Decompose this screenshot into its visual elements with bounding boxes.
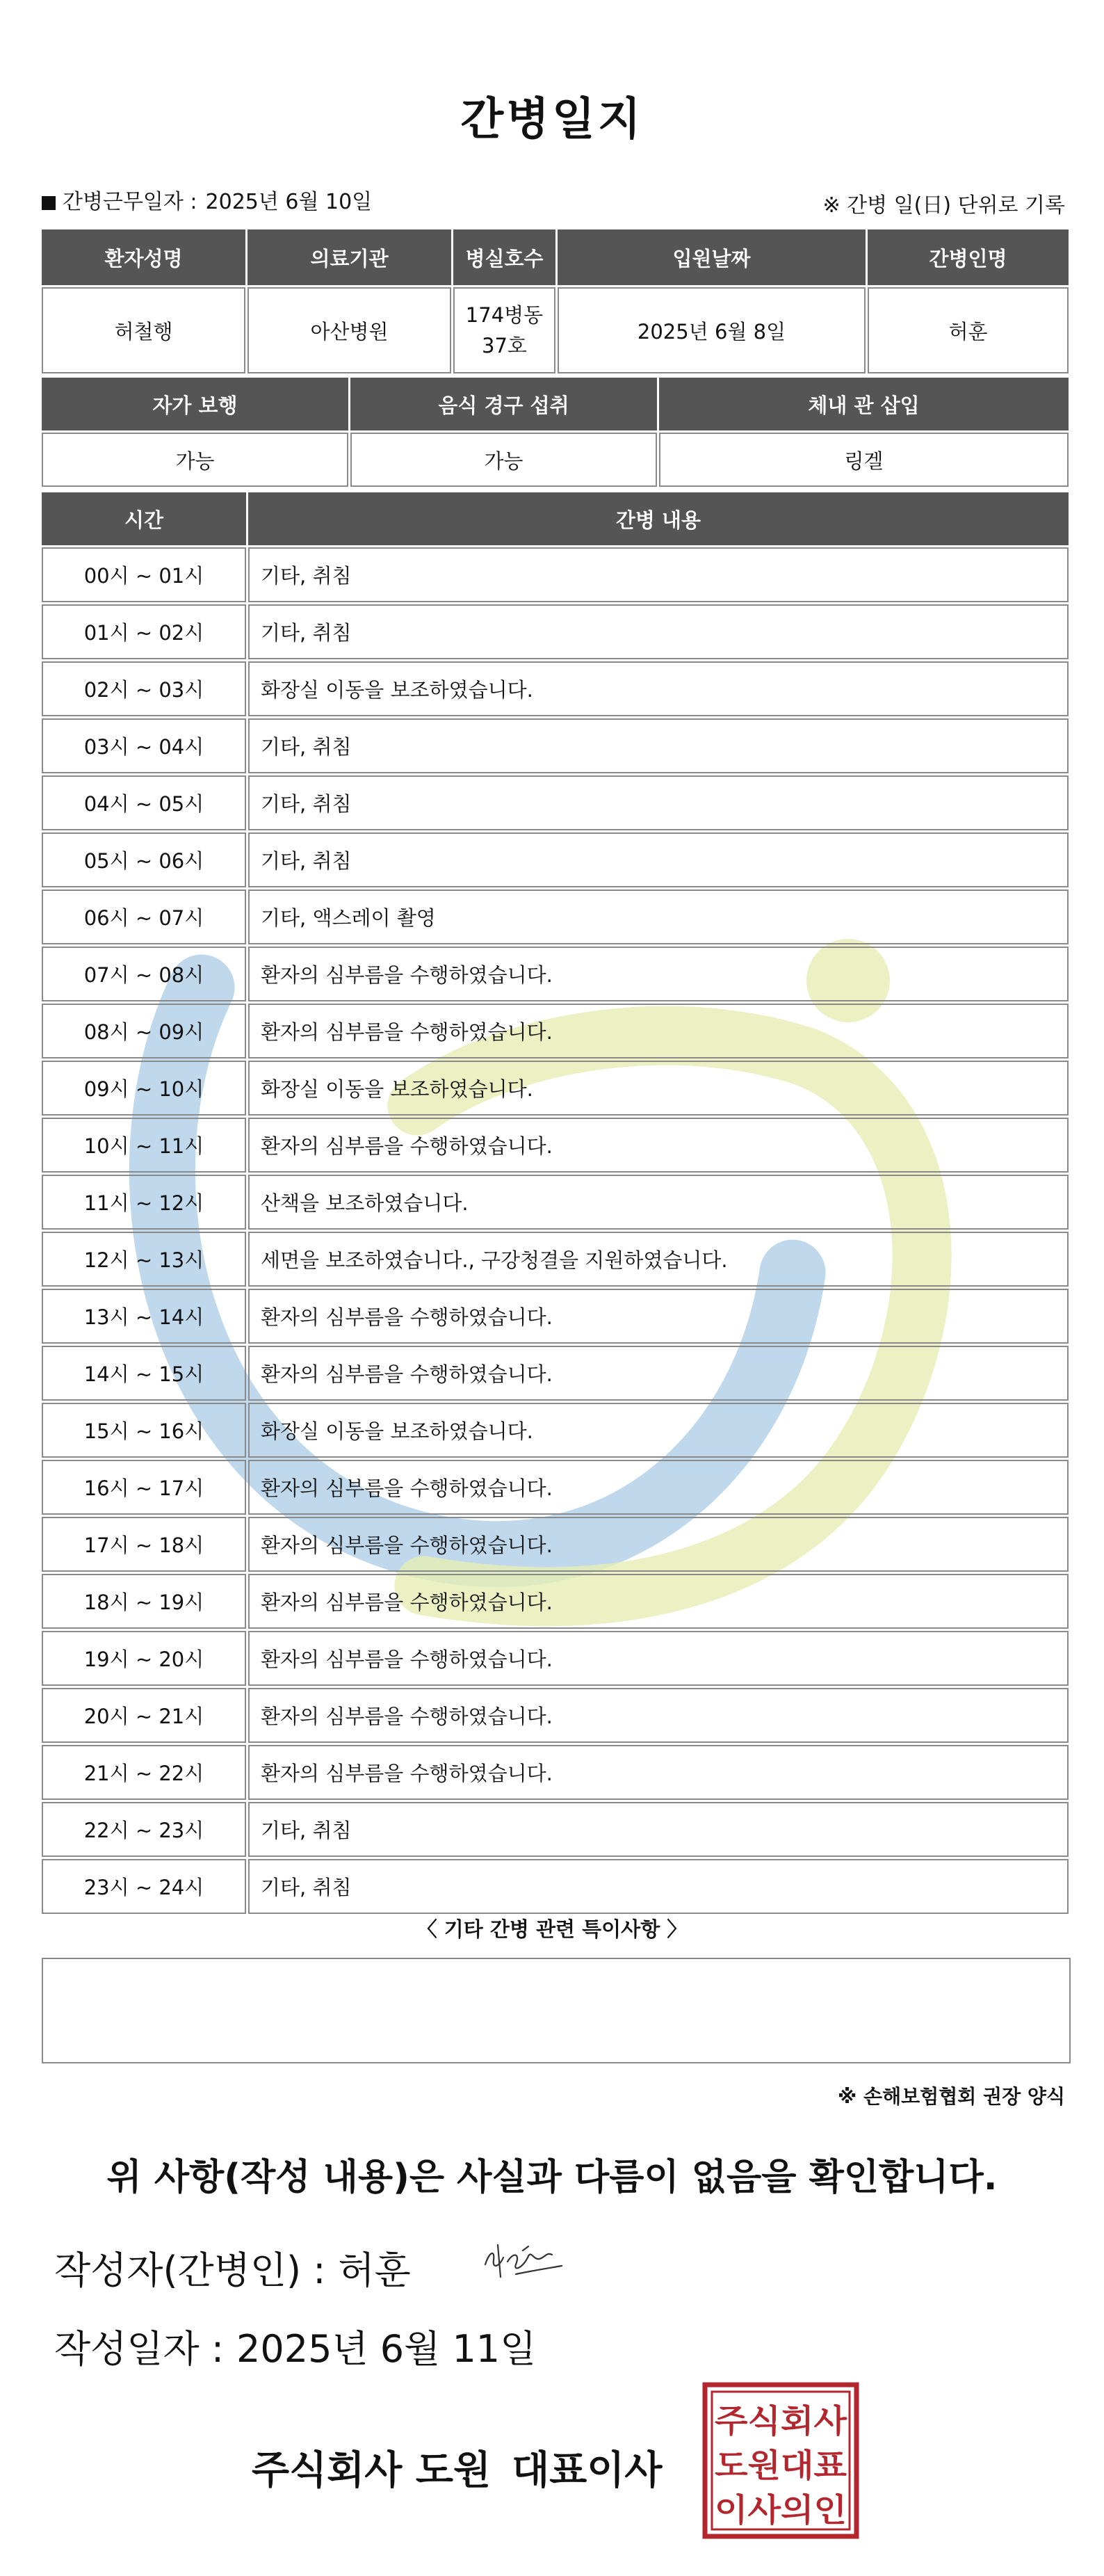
care-content: 기타, 취침 <box>248 1859 1069 1914</box>
care-content: 기타, 취침 <box>248 1802 1069 1857</box>
care-content: 기타, 취침 <box>248 775 1069 830</box>
writer-row <box>54 2241 411 2294</box>
confirmation-statement: 위 사항(작성 내용)은 사실과 다름이 없음을 확인합니다. <box>106 2157 998 2198</box>
table-row <box>42 1175 1069 1230</box>
tube-status: 링겔 <box>659 433 1069 487</box>
work-date-label: 간병근무일자 : <box>63 190 197 214</box>
care-content: 세면을 보조하였습니다., 구강청결을 지원하였습니다. <box>248 1232 1069 1287</box>
header-admission-date: 입원날짜 <box>558 230 866 285</box>
time-slot: 17시 ~ 18시 <box>42 1517 246 1572</box>
special-notes-title: 〈 기타 간병 관련 특이사항 〉 <box>416 1917 688 1941</box>
care-content: 기타, 취침 <box>248 604 1069 659</box>
work-date-value: 2025년 6월 10일 <box>205 190 373 214</box>
care-content: 환자의 심부름을 수행하였습니다. <box>248 1631 1069 1686</box>
time-slot: 11시 ~ 12시 <box>42 1175 246 1230</box>
company-signature-line <box>252 2440 662 2495</box>
table-row <box>42 1688 1069 1743</box>
time-slot: 00시 ~ 01시 <box>42 547 246 602</box>
form-source-note: ※ 손해보험협회 권장 양식 <box>838 2085 1065 2108</box>
table-row <box>42 1346 1069 1401</box>
table-row <box>42 775 1069 830</box>
table-row <box>42 832 1069 887</box>
time-slot: 21시 ~ 22시 <box>42 1745 246 1800</box>
table-row <box>42 1004 1069 1058</box>
care-content: 환자의 심부름을 수행하였습니다. <box>248 1004 1069 1058</box>
ward-room <box>453 287 555 373</box>
header-tube: 체내 관 삽입 <box>659 378 1069 430</box>
care-content: 기타, 취침 <box>248 718 1069 773</box>
header-time: 시간 <box>42 492 246 545</box>
patient-name: 허철행 <box>42 287 245 373</box>
patient-status-table <box>40 376 1071 489</box>
document-title: 간병일지 <box>460 94 644 145</box>
header-hospital: 의료기관 <box>247 230 451 285</box>
time-slot: 12시 ~ 13시 <box>42 1232 246 1287</box>
bullet-square-icon <box>42 196 56 210</box>
svg-text:도원대표: 도원대표 <box>715 2447 847 2484</box>
patient-info-table <box>40 227 1071 376</box>
written-date-row <box>54 2319 536 2373</box>
care-content: 환자의 심부름을 수행하였습니다. <box>248 1745 1069 1800</box>
care-content: 기타, 액스레이 촬영 <box>248 889 1069 944</box>
care-content: 환자의 심부름을 수행하였습니다. <box>248 1460 1069 1515</box>
care-content: 기타, 취침 <box>248 547 1069 602</box>
written-date-label: 작성일자 : <box>54 2327 225 2371</box>
table-row <box>42 718 1069 773</box>
header-walking: 자가 보행 <box>42 378 348 430</box>
care-content: 환자의 심부름을 수행하였습니다. <box>248 947 1069 1001</box>
unit-note: ※ 간병 일(日) 단위로 기록 <box>822 193 1065 218</box>
table-row <box>42 1118 1069 1173</box>
written-date-value: 2025년 6월 11일 <box>236 2327 537 2371</box>
table-row <box>42 1574 1069 1629</box>
table-row <box>42 547 1069 602</box>
header-caregiver: 간병인명 <box>868 230 1069 285</box>
header-ward: 병실호수 <box>453 230 555 285</box>
walking-status: 가능 <box>42 433 348 487</box>
time-slot: 05시 ~ 06시 <box>42 832 246 887</box>
table-row <box>42 1745 1069 1800</box>
svg-text:이사의인: 이사의인 <box>715 2491 847 2529</box>
care-content: 환자의 심부름을 수행하였습니다. <box>248 1289 1069 1344</box>
handwritten-signature <box>480 2237 570 2285</box>
table-row <box>42 1859 1069 1914</box>
header-care-content: 간병 내용 <box>248 492 1069 545</box>
care-content: 환자의 심부름을 수행하였습니다. <box>248 1118 1069 1173</box>
company-seal <box>702 2382 859 2539</box>
table-row <box>42 1460 1069 1515</box>
care-content: 기타, 취침 <box>248 832 1069 887</box>
ward-line: 174병동 <box>465 303 544 327</box>
time-slot: 14시 ~ 15시 <box>42 1346 246 1401</box>
care-log-table <box>40 490 1071 1916</box>
time-slot: 08시 ~ 09시 <box>42 1004 246 1058</box>
table-row <box>42 889 1069 944</box>
time-slot: 20시 ~ 21시 <box>42 1688 246 1743</box>
time-slot: 09시 ~ 10시 <box>42 1061 246 1116</box>
care-content: 산책을 보조하였습니다. <box>248 1175 1069 1230</box>
special-notes-box <box>42 1958 1071 2063</box>
care-content: 환자의 심부름을 수행하였습니다. <box>248 1517 1069 1572</box>
time-slot: 16시 ~ 17시 <box>42 1460 246 1515</box>
svg-text:주식회사: 주식회사 <box>715 2402 847 2440</box>
writer-name: 허훈 <box>338 2248 411 2292</box>
care-content: 환자의 심부름을 수행하였습니다. <box>248 1574 1069 1629</box>
table-row <box>42 1517 1069 1572</box>
hospital-name: 아산병원 <box>247 287 451 373</box>
admission-date: 2025년 6월 8일 <box>558 287 866 373</box>
header-oral-intake: 음식 경구 섭취 <box>350 378 657 430</box>
care-content: 화장실 이동을 보조하였습니다. <box>248 1061 1069 1116</box>
header-patient-name: 환자성명 <box>42 230 245 285</box>
care-content: 환자의 심부름을 수행하였습니다. <box>248 1688 1069 1743</box>
time-slot: 02시 ~ 03시 <box>42 661 246 716</box>
table-row <box>42 661 1069 716</box>
time-slot: 04시 ~ 05시 <box>42 775 246 830</box>
table-row <box>42 1232 1069 1287</box>
time-slot: 18시 ~ 19시 <box>42 1574 246 1629</box>
time-slot: 22시 ~ 23시 <box>42 1802 246 1857</box>
table-row <box>42 1802 1069 1857</box>
time-slot: 10시 ~ 11시 <box>42 1118 246 1173</box>
caregiver-name: 허훈 <box>868 287 1069 373</box>
room-line: 37호 <box>482 334 527 357</box>
table-row <box>42 1403 1069 1458</box>
care-content: 화장실 이동을 보조하였습니다. <box>248 1403 1069 1458</box>
time-slot: 01시 ~ 02시 <box>42 604 246 659</box>
care-content: 화장실 이동을 보조하였습니다. <box>248 661 1069 716</box>
time-slot: 23시 ~ 24시 <box>42 1859 246 1914</box>
time-slot: 19시 ~ 20시 <box>42 1631 246 1686</box>
representative-title: 대표이사 <box>512 2448 663 2493</box>
time-slot: 15시 ~ 16시 <box>42 1403 246 1458</box>
work-date-row <box>42 184 372 215</box>
table-row <box>42 1061 1069 1116</box>
time-slot: 13시 ~ 14시 <box>42 1289 246 1344</box>
time-slot: 06시 ~ 07시 <box>42 889 246 944</box>
care-content: 환자의 심부름을 수행하였습니다. <box>248 1346 1069 1401</box>
table-row <box>42 1289 1069 1344</box>
time-slot: 03시 ~ 04시 <box>42 718 246 773</box>
company-name: 주식회사 도원 <box>252 2448 492 2493</box>
writer-label: 작성자(간병인) : <box>54 2248 326 2292</box>
table-row <box>42 604 1069 659</box>
time-slot: 07시 ~ 08시 <box>42 947 246 1001</box>
table-row <box>42 1631 1069 1686</box>
oral-intake-status: 가능 <box>350 433 657 487</box>
table-row <box>42 947 1069 1001</box>
